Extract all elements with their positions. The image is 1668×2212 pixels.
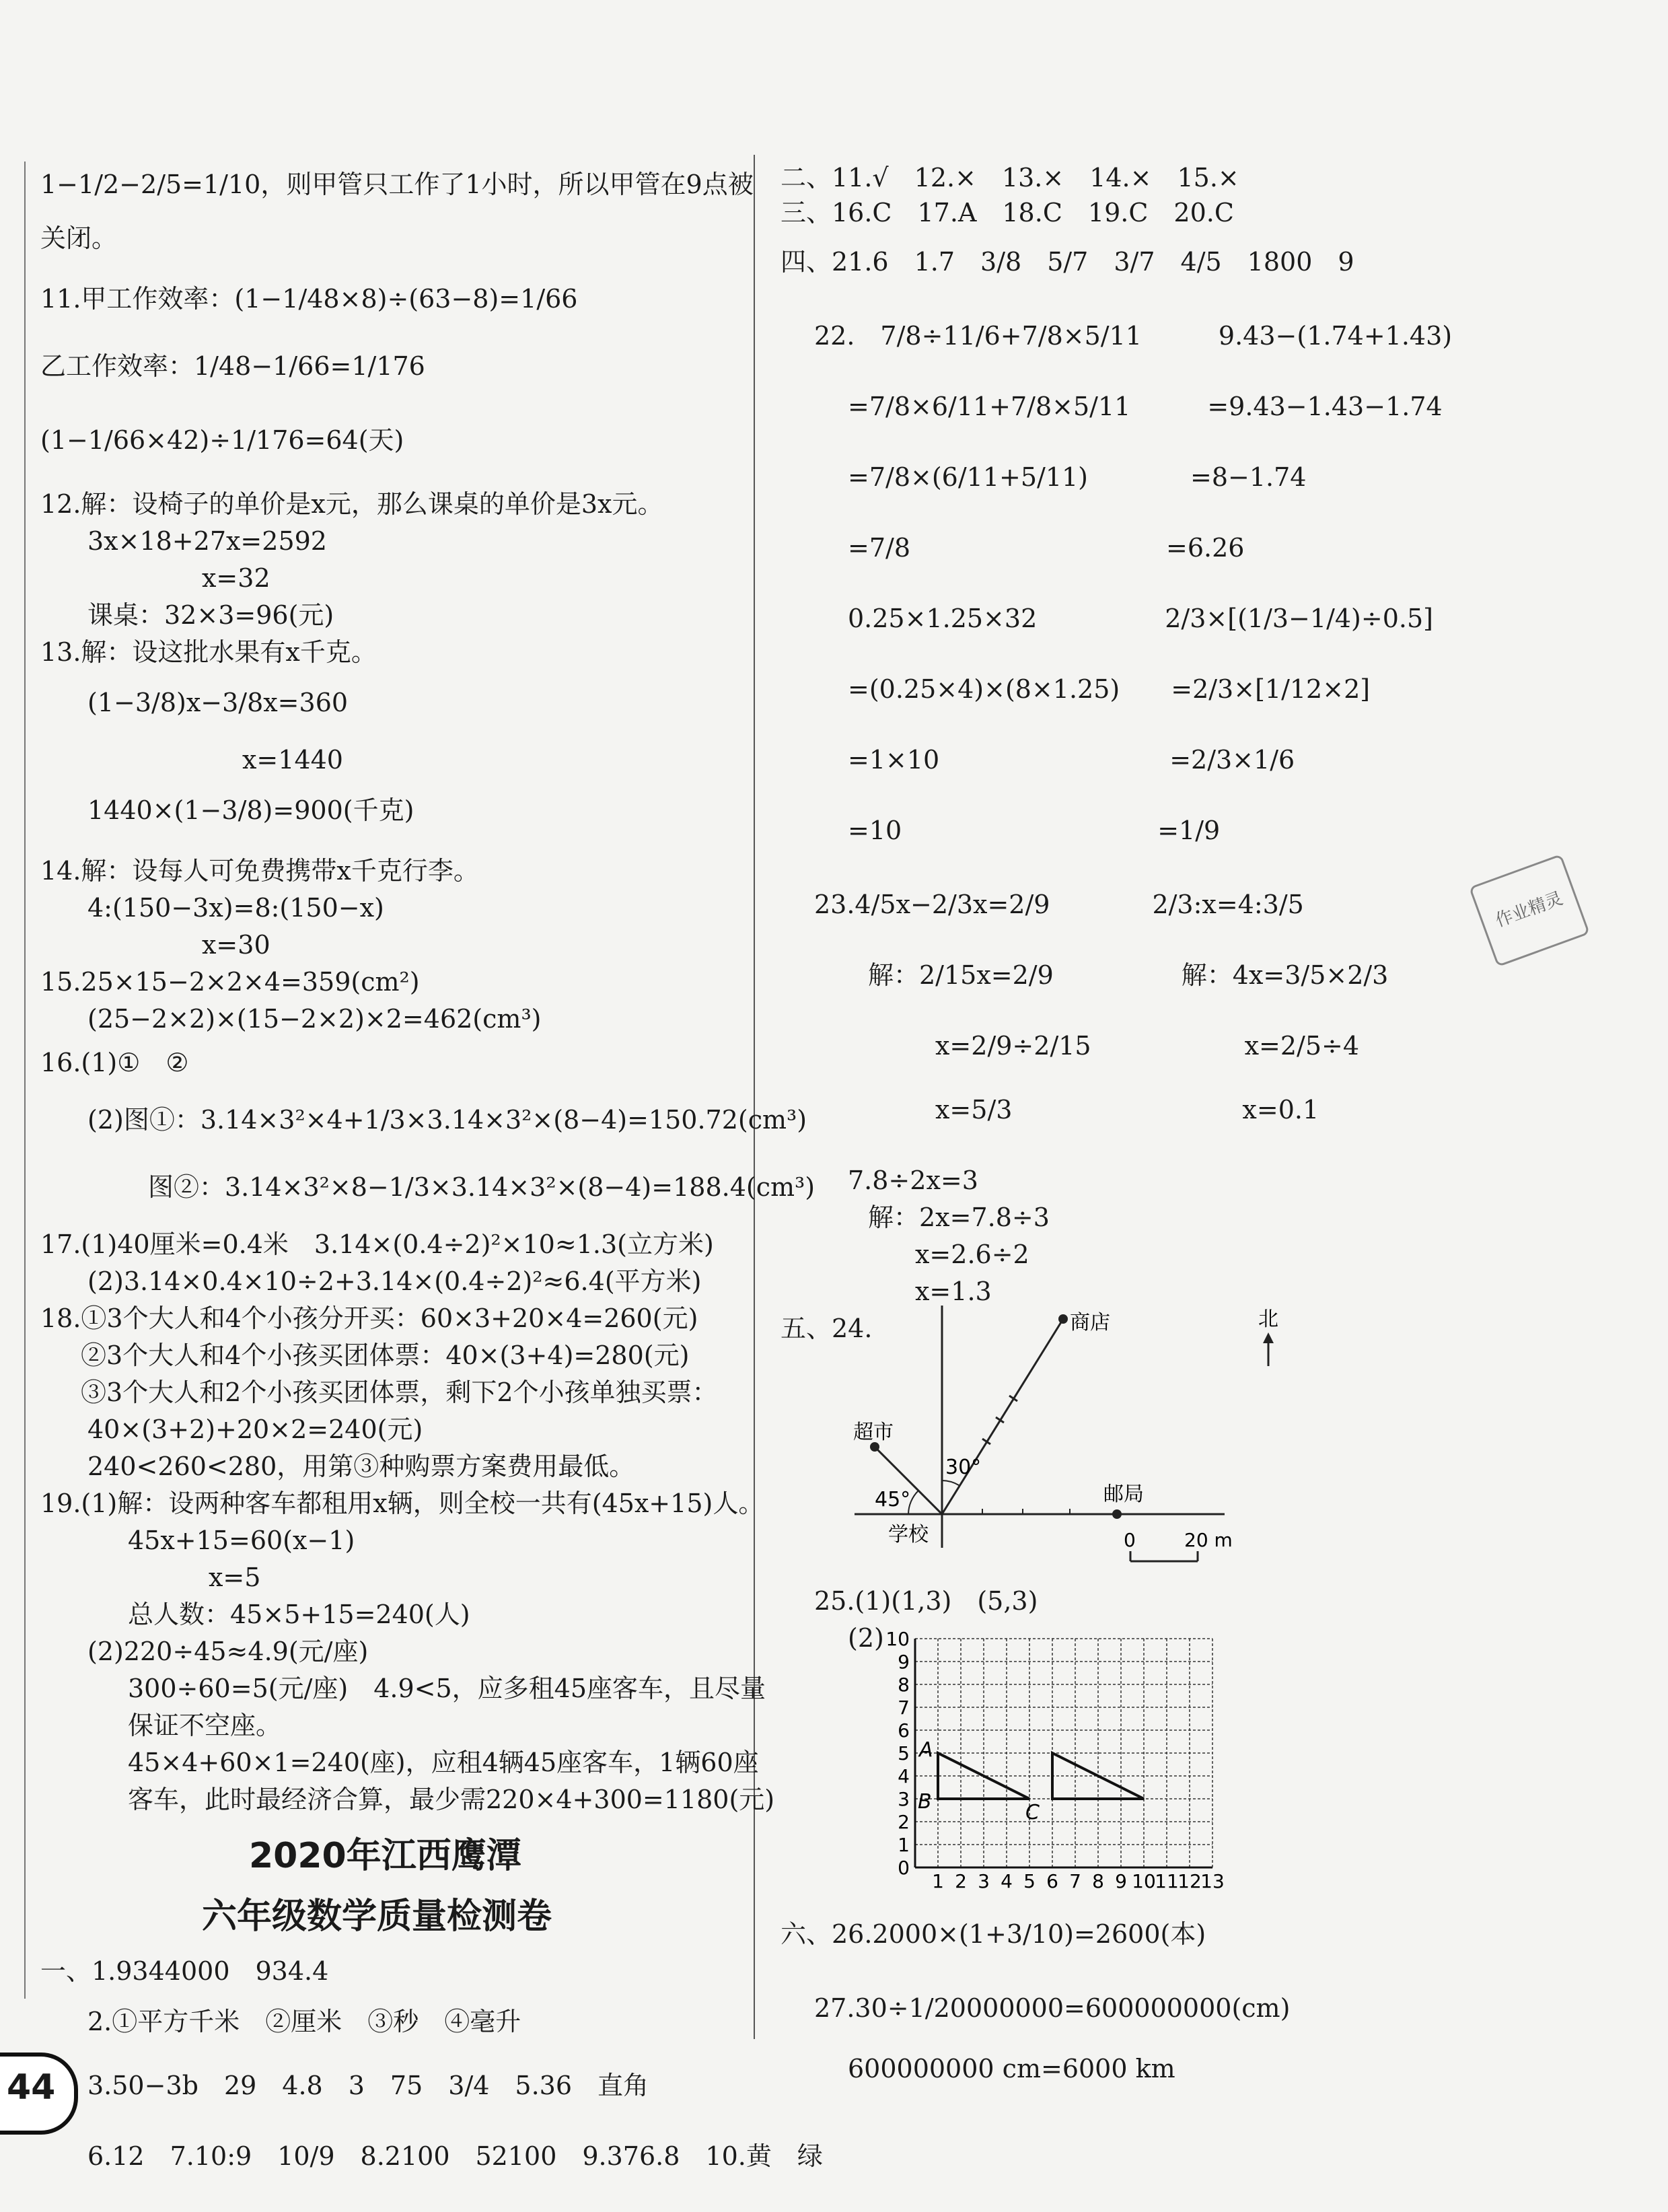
answer-line: x=1440: [242, 745, 343, 775]
x-tick-label: 13: [1200, 1870, 1225, 1892]
answer-line: 40×(3+2)+20×2=240(元): [87, 1415, 423, 1444]
answer-line: 22. 7/8÷11/6+7/8×5/11 9.43−(1.74+1.43): [814, 321, 1453, 351]
answer-line: 3x×18+27x=2592: [87, 526, 327, 556]
answer-line: x=1.3: [915, 1277, 992, 1306]
answer-line: 客车，此时最经济合算，最少需220×4+300=1180(元): [128, 1785, 775, 1814]
answer-line: 6.12 7.10:9 10/9 8.2100 52100 9.376.8 10.黄 绿: [87, 2141, 823, 2171]
answer-line: 13.解：设这批水果有x千克。: [40, 637, 377, 667]
answer-line: 600000000 cm=6000 km: [848, 2054, 1175, 2083]
market-label: 超市: [853, 1421, 894, 1444]
y-tick-label: 9: [898, 1651, 910, 1673]
answer-line: x=32: [202, 563, 270, 593]
answer-line: =1×10 =2/3×1/6: [848, 745, 1295, 775]
answer-line: 总人数：45×5+15=240(人): [128, 1600, 470, 1629]
answer-line: 12.解：设椅子的单价是x元，那么课桌的单价是3x元。: [40, 489, 663, 519]
answer-line: 保证不空座。: [128, 1711, 282, 1740]
y-tick-label: 2: [898, 1811, 910, 1833]
answer-line: ③3个大人和2个小孩买团体票，剩下2个小孩单独买票：: [81, 1378, 718, 1407]
answer-line: 15.25×15−2×2×4=359(cm²): [40, 967, 420, 997]
y-tick-label: 10: [885, 1628, 910, 1650]
x-tick-label: 4: [1001, 1870, 1013, 1892]
page-number-badge: [0, 2053, 81, 2127]
answer-line: x=5/3 x=0.1: [935, 1095, 1319, 1125]
answer-line: 45x+15=60(x−1): [128, 1526, 355, 1555]
y-tick-label: 3: [898, 1788, 910, 1810]
answer-line: =(0.25×4)×(8×1.25) =2/3×[1/12×2]: [848, 674, 1371, 704]
answer-line: 1440×(1−3/8)=900(千克): [87, 795, 414, 825]
point-c-label: C: [1025, 1801, 1040, 1824]
answer-line: 三、16.C 17.A 18.C 19.C 20.C: [781, 198, 1234, 227]
answer-line: 二、11.√ 12.× 13.× 14.× 15.×: [781, 163, 1239, 192]
answer-line: x=2/9÷2/15 x=2/5÷4: [935, 1031, 1360, 1061]
answer-line: 乙工作效率：1/48−1/66=1/176: [40, 351, 425, 381]
answer-line: 关闭。: [40, 223, 118, 253]
answer-line: 17.(1)40厘米=0.4米 3.14×(0.4÷2)²×10≈1.3(立方米): [40, 1229, 714, 1259]
answer-line: 11.甲工作效率：(1−1/48×8)÷(63−8)=1/66: [40, 284, 578, 314]
answer-line: 300÷60=5(元/座) 4.9<5，应多租45座客车，且尽量: [128, 1674, 766, 1703]
answer-line: 16.(1)① ②: [40, 1048, 189, 1077]
y-tick-label: 4: [898, 1765, 910, 1787]
answer-line: =7/8 =6.26: [848, 533, 1245, 563]
answer-line: 18.①3个大人和4个小孩分开买：60×3+20×4=260(元): [40, 1304, 698, 1333]
north-label: 北: [1258, 1308, 1278, 1331]
x-tick-label: 6: [1046, 1870, 1058, 1892]
y-tick-label: 8: [898, 1674, 910, 1696]
answer-line: =7/8×(6/11+5/11) =8−1.74: [848, 462, 1307, 492]
answer-line: 1−1/2−2/5=1/10，则甲管只工作了1小时，所以甲管在9点被: [40, 170, 754, 199]
watermark-stamp: 作业精灵: [1469, 854, 1590, 967]
answer-line: 3.50−3b 29 4.8 3 75 3/4 5.36 直角: [87, 2071, 649, 2100]
x-tick-label: 7: [1069, 1870, 1081, 1892]
answer-line: 解：2x=7.8÷3: [868, 1203, 1050, 1232]
shop-ray: [942, 1319, 1063, 1514]
answer-line: (25−2×2)×(15−2×2)×2=462(cm³): [87, 1004, 542, 1034]
question-25-label: 25.(1)(1,3) (5,3): [814, 1586, 1038, 1616]
page-number: 44: [7, 2067, 56, 2108]
question-24-label: 五、24.: [781, 1314, 873, 1343]
angle-45-label: 45°: [875, 1488, 911, 1511]
x-tick-label: 3: [978, 1870, 990, 1892]
shop-point: [1058, 1314, 1068, 1324]
direction-map: [848, 1292, 1319, 1575]
scale-twenty: 20 m: [1184, 1529, 1233, 1551]
x-tick-label: 5: [1023, 1870, 1036, 1892]
north-arrowhead: [1263, 1332, 1274, 1343]
answer-line: (1−3/8)x−3/8x=360: [87, 688, 349, 717]
answer-line: (1−1/66×42)÷1/176=64(天): [40, 425, 404, 455]
x-tick-label: 2: [955, 1870, 967, 1892]
post-point: [1112, 1509, 1122, 1519]
answer-line: 课桌：32×3=96(元): [87, 600, 334, 630]
answer-line: x=2.6÷2: [915, 1240, 1029, 1269]
y-tick-label: 5: [898, 1742, 910, 1764]
answer-line: 240<260<280，用第③种购票方案费用最低。: [87, 1452, 635, 1481]
answer-line: 7.8÷2x=3: [848, 1166, 978, 1195]
answer-line: (2)图①：3.14×3²×4+1/3×3.14×3²×(8−4)=150.72(cm³): [87, 1105, 807, 1135]
coordinate-grid: [881, 1625, 1231, 1894]
answer-line: =7/8×6/11+7/8×5/11 =9.43−1.43−1.74: [848, 392, 1443, 421]
y-tick-label: 6: [898, 1719, 910, 1742]
answer-line: 解：2/15x=2/9 解：4x=3/5×2/3: [868, 960, 1389, 990]
answer-line: 四、21.6 1.7 3/8 5/7 3/7 4/5 1800 9: [781, 247, 1354, 277]
angle-30-arc: [942, 1480, 959, 1485]
question-25b-label: (2): [848, 1623, 884, 1653]
x-tick-label: 11: [1155, 1870, 1179, 1892]
answer-line: 19.(1)解：设两种客车都租用x辆，则全校一共有(45x+15)人。: [40, 1489, 764, 1518]
y-tick-label: 1: [898, 1834, 910, 1856]
x-tick-label: 12: [1177, 1870, 1202, 1892]
x-tick-label: 8: [1092, 1870, 1104, 1892]
answer-line: 一、1.9344000 934.4: [40, 1956, 329, 1986]
answer-line: 六、26.2000×(1+3/10)=2600(本): [781, 1919, 1206, 1949]
x-tick-label: 10: [1132, 1870, 1156, 1892]
answer-line: 45×4+60×1=240(座)，应租4辆45座客车，1辆60座: [128, 1748, 759, 1777]
answer-line: 27.30÷1/20000000=600000000(cm): [814, 1993, 1291, 2023]
x-tick-label: 9: [1115, 1870, 1127, 1892]
exam-title-year: 2020年江西鹰潭: [249, 1836, 521, 1876]
angle-30-label: 30°: [945, 1456, 982, 1479]
answer-line: ②3个大人和4个小孩买团体票：40×(3+4)=280(元): [81, 1341, 690, 1370]
x-tick-label: 1: [932, 1870, 944, 1892]
school-label: 学校: [888, 1523, 929, 1546]
answer-line: 4:(150−3x)=8:(150−x): [87, 893, 384, 923]
post-label: 邮局: [1103, 1483, 1144, 1506]
point-a-label: A: [919, 1738, 933, 1762]
answer-line: (2)220÷45≈4.9(元/座): [87, 1637, 369, 1666]
exam-title: 六年级数学质量检测卷: [202, 1896, 552, 1937]
answer-line: =10 =1/9: [848, 816, 1221, 845]
answer-line: 图②：3.14×3²×8−1/3×3.14×3²×(8−4)=188.4(cm³): [148, 1172, 815, 1202]
answer-line: x=30: [202, 930, 270, 960]
answer-line: (2)3.14×0.4×10÷2+3.14×(0.4÷2)²≈6.4(平方米): [87, 1266, 702, 1296]
answer-line: 14.解：设每人可免费携带x千克行李。: [40, 856, 479, 886]
shop-label: 商店: [1070, 1311, 1110, 1334]
point-b-label: B: [918, 1790, 932, 1814]
y-tick-label: 7: [898, 1697, 910, 1719]
scale-zero: 0: [1124, 1529, 1136, 1551]
answer-line: 0.25×1.25×32 2/3×[(1/3−1/4)÷0.5]: [848, 604, 1433, 633]
margin-rule: [24, 162, 26, 1999]
answer-line: x=5: [209, 1563, 261, 1592]
answer-line: 23.4/5x−2/3x=2/9 2/3:x=4:3/5: [814, 890, 1304, 919]
answer-line: 2.①平方千米 ②厘米 ③秒 ④毫升: [87, 2007, 521, 2036]
y-tick-label: 0: [898, 1857, 910, 1879]
